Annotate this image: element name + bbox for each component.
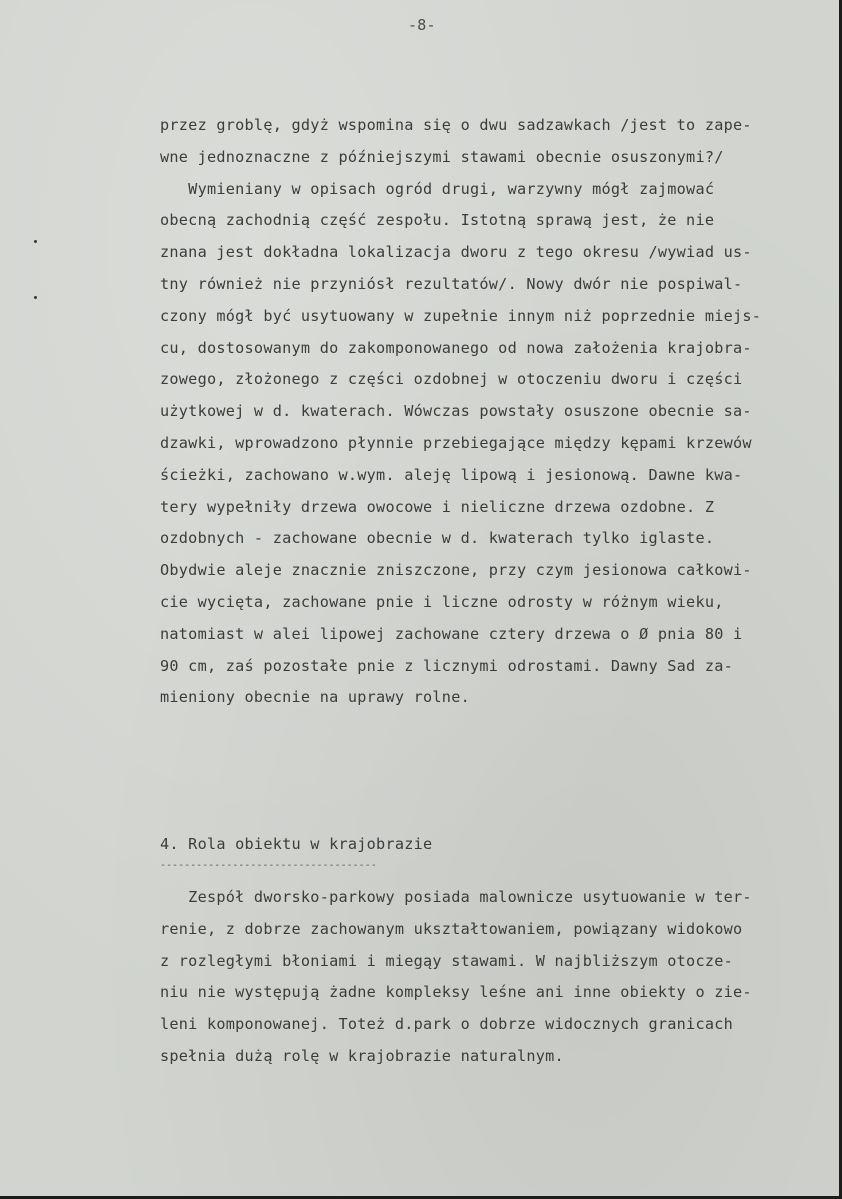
paragraph-line: cie wycięta, zachowane pnie i liczne odrosty w różnym wieku, — [160, 592, 724, 611]
paragraph-line: Zespół dworsko-parkowy posiada malownicze usytuowanie w ter- — [160, 888, 752, 906]
binder-hole-mark — [34, 296, 37, 299]
paragraph-line: Wymieniany w opisach ogród drugi, warzywny mógł zajmować — [160, 179, 715, 198]
paragraph-line: Obydwie aleje znacznie zniszczone, przy czym jesionowa całkowi- — [160, 561, 752, 580]
paragraph-line: mieniony obecnie na uprawy rolne. — [160, 688, 470, 707]
paragraph-line: natomiast w alei lipowej zachowane cztery drzewa o Ø pnia 80 i — [160, 624, 743, 643]
paragraph-2 — [160, 882, 800, 1073]
paragraph-line: tery wypełniły drzewa owocowe i nieliczne drzewa ozdobne. Z — [160, 497, 715, 516]
paragraph-line: dzawki, wprowadzono płynnie przebiegające między kępami krzewów — [160, 433, 752, 452]
paragraph-line: tny również nie przyniósł rezultatów/. Nowy dwór nie pospiwal- — [160, 274, 743, 293]
paragraph-line: użytkowej w d. kwaterach. Wówczas powstały osuszone obecnie sa- — [160, 402, 752, 421]
binder-hole-mark — [34, 240, 37, 243]
paragraph-line: ozdobnych - zachowane obecnie w d. kwaterach tylko iglaste. — [160, 529, 715, 548]
paragraph-line: renie, z dobrze zachowanym ukształtowaniem, powiązany widokowo — [160, 919, 743, 938]
paragraph-line: wne jednoznaczne z późniejszymi stawami obecnie osuszonymi?/ — [160, 147, 724, 166]
page-number: -8- — [408, 16, 436, 34]
paragraph-line: czony mógł być usytuowany w zupełnie innym niż poprzednie miejs- — [160, 306, 762, 325]
paragraph-line: z rozległymi błoniami i miegąy stawami. W najbliższym otocze- — [160, 951, 734, 970]
paragraph-line: leni komponowanej. Toteż d.park o dobrze widocznych granicach — [160, 1015, 734, 1034]
paragraph-line: obecną zachodnią część zespołu. Istotną sprawą jest, że nie — [160, 211, 715, 230]
paragraph-line: ścieżki, zachowano w.wym. aleję lipową i jesionową. Dawne kwa- — [160, 465, 743, 484]
paragraph-line: 90 cm, zaś pozostałe pnie z licznymi odrostami. Dawny Sad za- — [160, 656, 734, 675]
paragraph-line: niu nie występują żadne kompleksy leśne ani inne obiekty o zie- — [160, 983, 752, 1002]
section-heading: 4. Rola obiektu w krajobrazie — [160, 835, 433, 853]
paragraph-line: znana jest dokładna lokalizacja dworu z tego okresu /wywiad us- — [160, 243, 752, 262]
section-heading-underline: ------------------------------------ — [160, 860, 377, 871]
paragraph-line: przez groblę, gdyż wspomina się o dwu sadzawkach /jest to zape- — [160, 116, 752, 134]
paragraph-line: zowego, złożonego z części ozdobnej w otoczeniu dworu i części — [160, 370, 743, 389]
paragraph-line: cu, dostosowanym do zakomponowanego od nowa założenia krajobra- — [160, 338, 752, 357]
paragraph-1 — [160, 110, 800, 714]
paragraph-line: spełnia dużą rolę w krajobrazie naturalnym. — [160, 1046, 564, 1065]
